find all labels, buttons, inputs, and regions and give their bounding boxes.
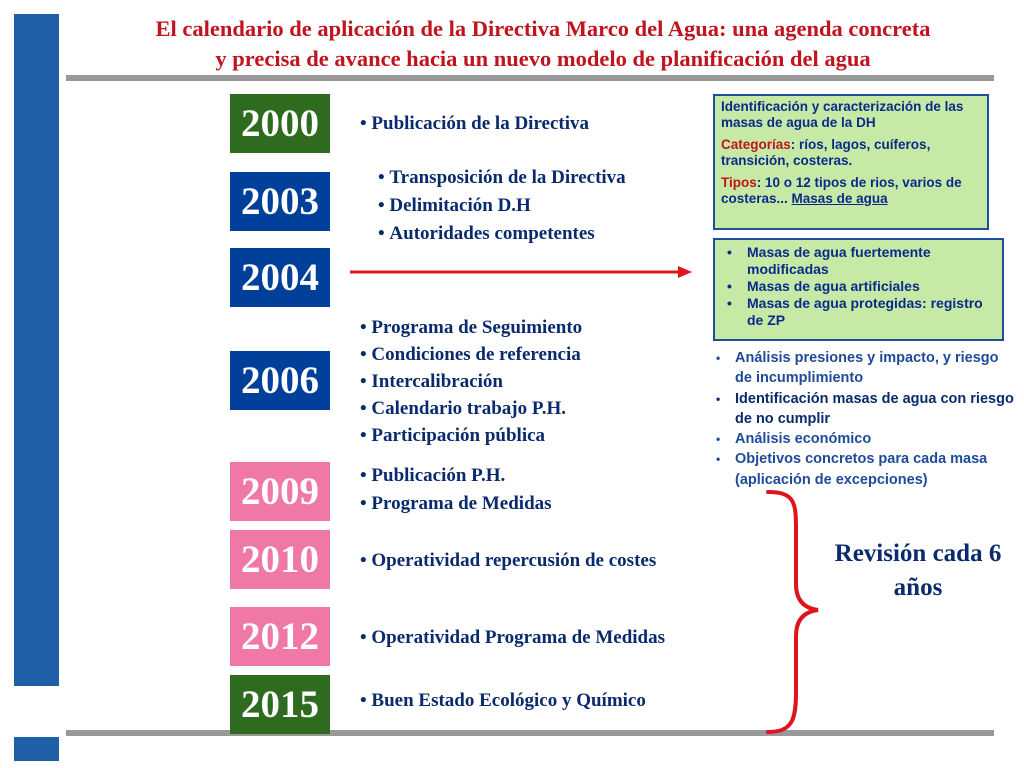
brace-icon bbox=[762, 488, 826, 736]
categories-label: Categorías bbox=[721, 137, 791, 152]
characterization-box bbox=[713, 94, 989, 230]
year-badge-2000: 2000 bbox=[230, 94, 330, 153]
milestone-text: Programa de Seguimiento bbox=[371, 317, 583, 338]
milestone-text: Intercalibración bbox=[371, 371, 503, 392]
list-item bbox=[723, 295, 996, 329]
types-label: Tipos bbox=[721, 175, 757, 190]
list-item-text: Objetivos concretos para cada masa (aplicación de excepciones) bbox=[735, 451, 988, 488]
milestone-text: Publicación de la Directiva bbox=[371, 113, 590, 134]
milestone-2003-list bbox=[378, 164, 626, 248]
milestone-text: Operatividad Programa de Medidas bbox=[371, 627, 666, 648]
milestone-text: Operatividad repercusión de costes bbox=[371, 550, 657, 571]
list-item bbox=[360, 341, 582, 368]
bullet: • bbox=[716, 351, 721, 365]
list-item-text: Análisis económico bbox=[735, 431, 872, 448]
bullet: • bbox=[360, 690, 367, 711]
box-heading: Identificación y caracterización de las masas de agua de la DH bbox=[721, 99, 964, 130]
timeline-arrow bbox=[348, 262, 696, 282]
water-bodies-box bbox=[713, 238, 1004, 341]
milestone-text: Condiciones de referencia bbox=[371, 344, 581, 365]
bullet: • bbox=[360, 550, 367, 571]
bullet: • bbox=[360, 398, 367, 419]
milestone-2012-item bbox=[360, 624, 665, 651]
bullet: • bbox=[360, 344, 367, 365]
water-bodies-link[interactable]: Masas de agua bbox=[791, 191, 888, 206]
list-item-text: Masas de agua artificiales bbox=[747, 278, 920, 294]
bullet: • bbox=[360, 113, 367, 134]
year-badge-2006: 2006 bbox=[230, 351, 330, 410]
bullet: • bbox=[360, 465, 367, 486]
list-item-text: Masas de agua protegidas: registro de ZP bbox=[747, 295, 983, 328]
year-badge-2010: 2010 bbox=[230, 530, 330, 589]
milestone-2009-list bbox=[360, 462, 552, 518]
list-item bbox=[360, 490, 552, 518]
milestone-2010-item bbox=[360, 547, 656, 574]
bullet: • bbox=[716, 432, 721, 447]
sidebar-bar bbox=[14, 14, 59, 686]
bullet: • bbox=[360, 627, 367, 648]
bullet: • bbox=[727, 244, 732, 260]
list-item bbox=[360, 368, 582, 395]
year-badge-2003: 2003 bbox=[230, 172, 330, 231]
types-value: : 10 o 12 tipos de rios, varios de costeras... bbox=[721, 175, 962, 206]
list-item bbox=[360, 422, 582, 449]
bullet: • bbox=[727, 295, 732, 311]
year-badge-2015: 2015 bbox=[230, 675, 330, 734]
revision-note: Revisión cada 6 años bbox=[834, 540, 1002, 601]
title-line-2: y precisa de avance hacia un nuevo modelo de planificación del agua bbox=[215, 46, 871, 71]
list-item bbox=[723, 244, 996, 278]
milestone-text: Publicación P.H. bbox=[371, 465, 506, 486]
list-item bbox=[360, 395, 582, 422]
list-item-text: Identificación masas de agua con riesgo de no cumplir bbox=[735, 390, 1014, 427]
list-item bbox=[711, 449, 1016, 490]
list-item-text: Análisis presiones y impacto, y riesgo de incumplimiento bbox=[735, 350, 999, 387]
year-badge-2009: 2009 bbox=[230, 462, 330, 521]
year-badge-2004: 2004 bbox=[230, 248, 330, 307]
milestone-text: Autoridades competentes bbox=[389, 223, 595, 244]
milestone-text: Transposición de la Directiva bbox=[389, 167, 626, 188]
bullet: • bbox=[360, 425, 367, 446]
bottom-divider bbox=[66, 730, 994, 736]
year-badge-2012: 2012 bbox=[230, 607, 330, 666]
list-item bbox=[360, 462, 552, 490]
milestone-2000-item bbox=[360, 110, 589, 137]
top-divider bbox=[66, 75, 994, 81]
list-item bbox=[723, 278, 996, 295]
milestone-text: Buen Estado Ecológico y Químico bbox=[371, 690, 646, 711]
list-item bbox=[378, 164, 626, 192]
bullet: • bbox=[378, 223, 385, 244]
corner-block bbox=[14, 737, 59, 761]
milestone-text: Programa de Medidas bbox=[371, 493, 552, 514]
milestone-text: Participación pública bbox=[371, 425, 546, 446]
bullet: • bbox=[378, 167, 385, 188]
bullet: • bbox=[716, 391, 721, 406]
bullet: • bbox=[727, 278, 732, 294]
list-item bbox=[711, 389, 1016, 430]
list-item bbox=[711, 348, 1016, 389]
categories-value: : ríos, lagos, cuíferos, transición, costeras. bbox=[721, 137, 931, 168]
bullet: • bbox=[360, 493, 367, 514]
bullet: • bbox=[378, 195, 385, 216]
milestone-text: Calendario trabajo P.H. bbox=[371, 398, 566, 419]
list-item bbox=[360, 314, 582, 341]
categories-text bbox=[721, 137, 981, 169]
bullet: • bbox=[716, 452, 721, 467]
milestone-2015-item bbox=[360, 687, 646, 714]
milestone-text: Delimitación D.H bbox=[389, 195, 531, 216]
list-item-text: Masas de agua fuertemente modificadas bbox=[747, 244, 931, 277]
bullet: • bbox=[360, 371, 367, 392]
page-title bbox=[70, 14, 1016, 74]
bullet: • bbox=[360, 317, 367, 338]
types-text bbox=[721, 175, 981, 207]
milestone-2006-list bbox=[360, 314, 582, 449]
list-item bbox=[711, 429, 1016, 449]
title-line-1: El calendario de aplicación de la Directiva Marco del Agua: una agenda concreta bbox=[155, 16, 931, 41]
analysis-list bbox=[711, 348, 1016, 490]
list-item bbox=[378, 192, 626, 220]
list-item bbox=[378, 220, 626, 248]
